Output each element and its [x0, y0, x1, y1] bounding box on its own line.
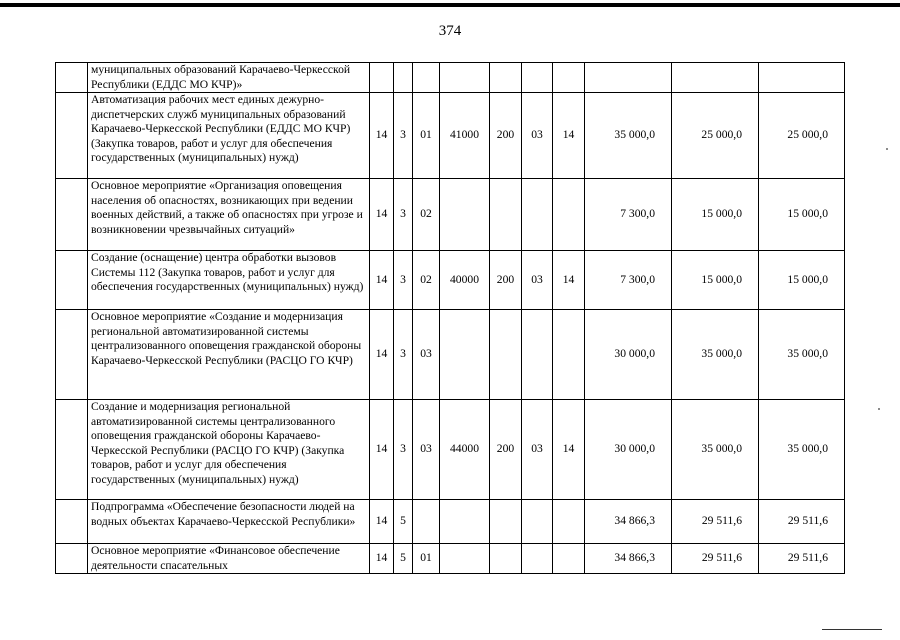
amount-cell: 25 000,0	[759, 93, 845, 179]
code-cell	[522, 544, 553, 574]
code-cell: 14	[370, 544, 394, 574]
row-number-cell	[56, 400, 88, 500]
row-number-cell	[56, 63, 88, 93]
code-cell: 14	[370, 310, 394, 400]
code-cell	[440, 63, 490, 93]
scan-speck	[886, 148, 888, 150]
page-number: 374	[438, 23, 462, 39]
amount-cell: 35 000,0	[759, 400, 845, 500]
code-cell: 41000	[440, 93, 490, 179]
code-cell: 3	[394, 251, 413, 310]
code-cell: 40000	[440, 251, 490, 310]
code-cell: 200	[490, 251, 522, 310]
code-cell: 03	[413, 310, 440, 400]
amount-cell: 29 511,6	[759, 500, 845, 544]
table-row	[56, 500, 845, 544]
code-cell	[440, 310, 490, 400]
amount-cell: 35 000,0	[759, 310, 845, 400]
code-cell	[553, 179, 585, 251]
amount-cell: 35 000,0	[672, 310, 759, 400]
table-row	[56, 544, 845, 574]
code-cell: 03	[522, 400, 553, 500]
scan-speck	[878, 408, 880, 410]
row-name-cell: Подпрограмма «Обеспечение безопасности людей на водных объектах Карачаево-Черкесской Республики»	[88, 500, 370, 544]
row-number-cell	[56, 310, 88, 400]
code-cell: 02	[413, 251, 440, 310]
code-cell	[413, 500, 440, 544]
amount-cell: 34 866,3	[585, 544, 672, 574]
amount-cell: 15 000,0	[759, 251, 845, 310]
amount-cell	[759, 63, 845, 93]
amount-cell: 34 866,3	[585, 500, 672, 544]
code-cell	[553, 544, 585, 574]
table-row	[56, 400, 845, 500]
code-cell: 14	[553, 400, 585, 500]
code-cell: 14	[370, 93, 394, 179]
amount-cell: 7 300,0	[585, 251, 672, 310]
code-cell: 5	[394, 544, 413, 574]
row-number-cell	[56, 500, 88, 544]
code-cell	[394, 63, 413, 93]
code-cell	[522, 500, 553, 544]
amount-cell: 35 000,0	[585, 93, 672, 179]
code-cell: 14	[370, 179, 394, 251]
row-name-cell: Создание (оснащение) центра обработки вызовов Системы 112 (Закупка товаров, работ и услуг для обеспечения государственных (муниципальных) нужд)	[88, 251, 370, 310]
code-cell: 01	[413, 544, 440, 574]
code-cell: 03	[522, 251, 553, 310]
code-cell: 200	[490, 400, 522, 500]
budget-table	[55, 62, 845, 574]
code-cell	[490, 63, 522, 93]
code-cell	[553, 63, 585, 93]
code-cell	[490, 310, 522, 400]
row-name-cell: муниципальных образований Карачаево-Черкесской Республики (ЕДДС МО КЧР)»	[88, 63, 370, 93]
code-cell: 3	[394, 179, 413, 251]
row-number-cell	[56, 179, 88, 251]
top-rule	[0, 3, 900, 7]
amount-cell	[585, 63, 672, 93]
table-row	[56, 310, 845, 400]
amount-cell: 30 000,0	[585, 400, 672, 500]
scan-mark	[822, 629, 882, 630]
amount-cell: 29 511,6	[759, 544, 845, 574]
amount-cell: 15 000,0	[672, 179, 759, 251]
code-cell	[522, 179, 553, 251]
row-number-cell	[56, 251, 88, 310]
amount-cell: 29 511,6	[672, 544, 759, 574]
code-cell: 14	[553, 251, 585, 310]
amount-cell: 35 000,0	[672, 400, 759, 500]
code-cell	[553, 310, 585, 400]
row-name-cell: Автоматизация рабочих мест единых дежурно-диспетчерских служб муниципальных образований Карачаево-Черкесской Республики (ЕДДС МО КЧР) (Закупка товаров, работ и услуг для обеспечения государственных (муниципальных) нужд)	[88, 93, 370, 179]
code-cell: 5	[394, 500, 413, 544]
row-number-cell	[56, 544, 88, 574]
code-cell	[490, 500, 522, 544]
amount-cell: 15 000,0	[672, 251, 759, 310]
code-cell: 3	[394, 310, 413, 400]
code-cell	[440, 500, 490, 544]
amount-cell: 15 000,0	[759, 179, 845, 251]
amount-cell: 25 000,0	[672, 93, 759, 179]
amount-cell: 30 000,0	[585, 310, 672, 400]
table-row	[56, 93, 845, 179]
code-cell: 14	[553, 93, 585, 179]
row-name-cell: Создание и модернизация региональной автоматизированной системы централизованного оповещения гражданской обороны Карачаево-Черкесской Республики (РАСЦО ГО КЧР) (Закупка товаров, работ и услуг для обеспечения государственных (муниципальных) нужд)	[88, 400, 370, 500]
code-cell: 03	[522, 93, 553, 179]
code-cell	[553, 500, 585, 544]
code-cell	[370, 63, 394, 93]
code-cell: 3	[394, 400, 413, 500]
code-cell: 03	[413, 400, 440, 500]
code-cell: 44000	[440, 400, 490, 500]
amount-cell: 29 511,6	[672, 500, 759, 544]
row-name-cell: Основное мероприятие «Финансовое обеспечение деятельности спасательных	[88, 544, 370, 574]
table-row	[56, 63, 845, 93]
amount-cell	[672, 63, 759, 93]
table-row	[56, 251, 845, 310]
code-cell: 14	[370, 500, 394, 544]
row-name-cell: Основное мероприятие «Создание и модернизация региональной автоматизированной системы централизованного оповещения гражданской обороны Карачаево-Черкесской Республики (РАСЦО ГО КЧР)	[88, 310, 370, 400]
code-cell: 02	[413, 179, 440, 251]
code-cell: 14	[370, 400, 394, 500]
code-cell	[440, 179, 490, 251]
code-cell	[522, 310, 553, 400]
row-name-cell: Основное мероприятие «Организация оповещения населения об опасностях, возникающих при ведении военных действий, а также об опасностях при угрозе и возникновении чрезвычайных ситуаций»	[88, 179, 370, 251]
table-row	[56, 179, 845, 251]
code-cell	[490, 179, 522, 251]
code-cell	[413, 63, 440, 93]
code-cell: 3	[394, 93, 413, 179]
code-cell: 01	[413, 93, 440, 179]
code-cell: 200	[490, 93, 522, 179]
code-cell	[522, 63, 553, 93]
row-number-cell	[56, 93, 88, 179]
amount-cell: 7 300,0	[585, 179, 672, 251]
code-cell: 14	[370, 251, 394, 310]
code-cell	[440, 544, 490, 574]
code-cell	[490, 544, 522, 574]
